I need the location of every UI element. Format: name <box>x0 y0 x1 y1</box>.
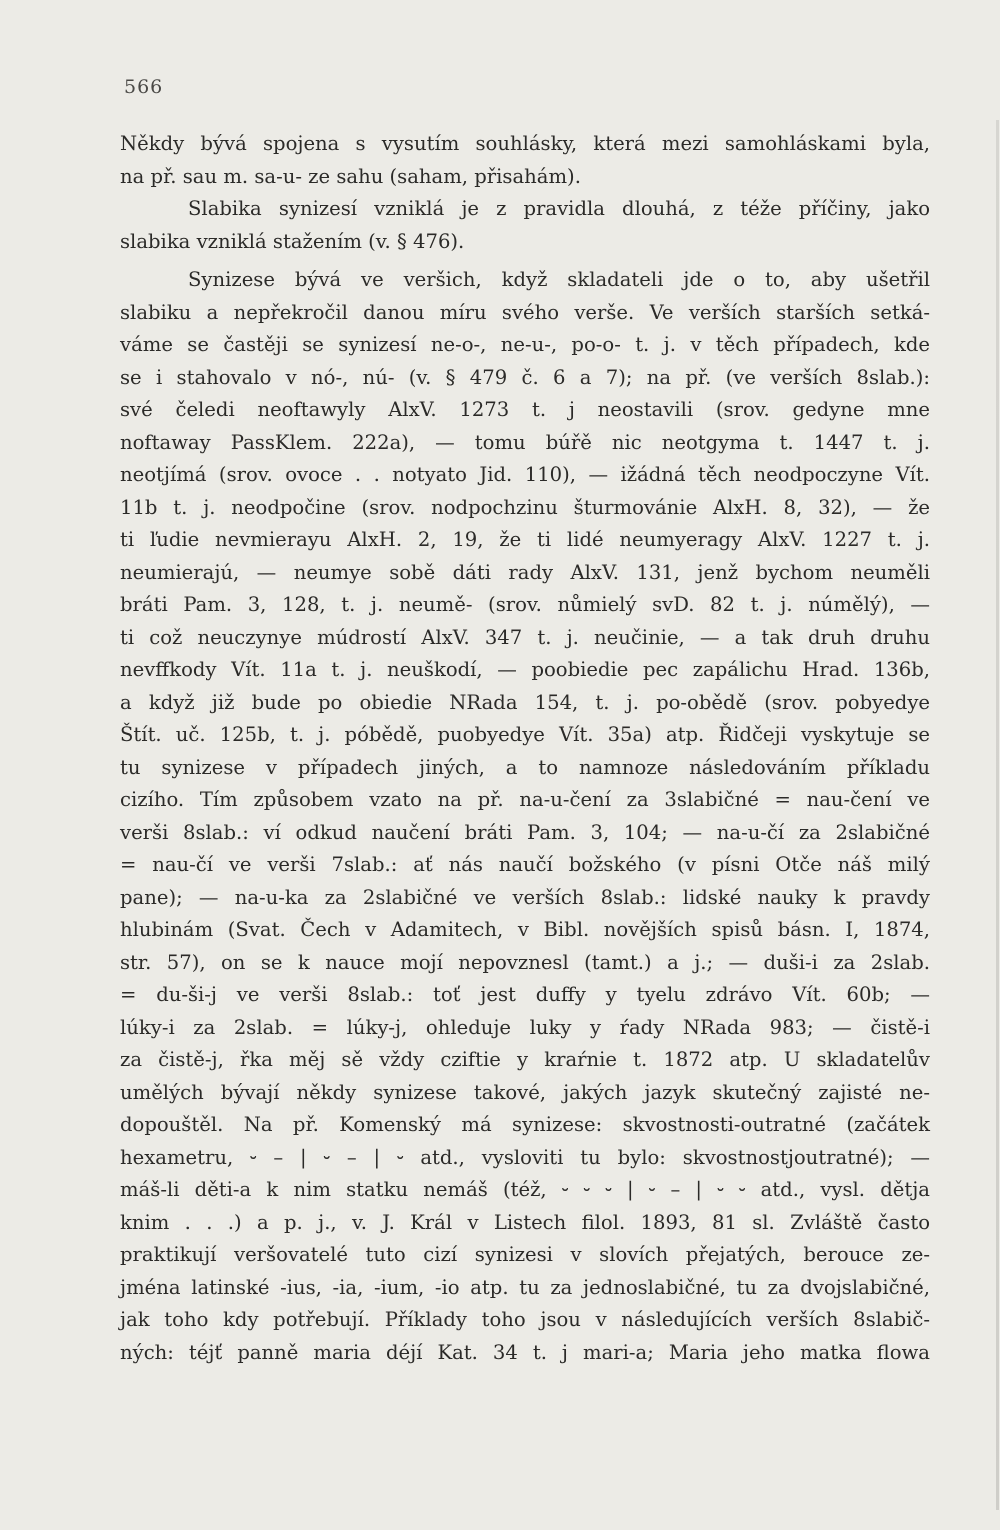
text-line: nevffkody Vít. 11a t. j. neuškodí, — poobiedie pec zapálichu Hrad. 136b, <box>120 658 930 681</box>
text-line: cizího. Tím způsobem vzato na př. na-u-čení za 3slabičné = nau-čení ve <box>120 788 930 811</box>
body-text <box>120 128 930 1369</box>
text-line: noftaway PassKlem. 222a), — tomu búřě nic neotgyma t. 1447 t. j. <box>120 430 930 454</box>
text-line: slabiku a nepřekročil danou míru svého verše. Ve verších starších setká- <box>120 300 930 324</box>
text-line: Štít. uč. 125b, t. j. póbědě, puobyedye Vít. 35a) atp. Řidčeji vyskytuje se <box>120 723 930 746</box>
text-line: Někdy bývá spojena s vysutím souhlásky, která mezi samohláskami byla, <box>120 132 930 155</box>
text-line: ti ľudie nevmierayu AlxH. 2, 19, že ti lidé neumyeragy AlxV. 1227 t. j. <box>120 528 930 551</box>
text-line: hlubinám (Svat. Čech v Adamitech, v Bibl. novějších spisů básn. I, 1874, <box>120 918 930 941</box>
text-line: hexametru, ⏑ – | ⏑ – | ⏑ atd., vysloviti tu bylo: skvostnostjoutratné); — <box>120 1145 930 1169</box>
text-line: = nau-čí ve verši 7slab.: ať nás naučí božského (v písni Otče náš milý <box>120 853 930 876</box>
text-line: se i stahovalo v nó-, nú- (v. § 479 č. 6 a 7); na př. (ve verších 8slab.): <box>120 365 930 389</box>
text-line: své čeledi neoftawyly AlxV. 1273 t. j neostavili (srov. gedyne mne <box>120 398 930 421</box>
text-line: Slabika synizesí vzniklá je z pravidla dlouhá, z téže příčiny, jako <box>188 197 930 220</box>
page-number: 566 <box>124 76 164 98</box>
text-line: verši 8slab.: ví odkud naučení bráti Pam. 3, 104; — na-u-čí za 2slabičné <box>120 820 930 844</box>
text-line: ti což neuczynye múdrostí AlxV. 347 t. j. neučinie, — a tak druh druhu <box>120 625 930 649</box>
text-line: lúky-i za 2slab. = lúky-j, ohleduje luky y ŕady NRada 983; — čistě-i <box>120 1015 930 1039</box>
text-line: neumierajú, — neumye sobě dáti rady AlxV. 131, jenž bychom neuměli <box>120 560 930 584</box>
text-line: str. 57), on se k nauce mojí nepovznesl (tamt.) a j.; — duši-i za 2slab. <box>120 950 930 974</box>
text-line: tu synizese v případech jiných, a to namnoze následováním příkladu <box>120 755 930 779</box>
text-line: bráti Pam. 3, 128, t. j. neumě- (srov. nůmielý svD. 82 t. j. númělý), — <box>120 593 930 616</box>
text-line: slabika vzniklá stažením (v. § 476). <box>120 229 465 253</box>
text-line: na př. sau m. sa-u- ze sahu (saham, přisahám). <box>120 164 581 188</box>
text-line: za čistě-j, řka měj sě vždy cziftie y kraŕnie t. 1872 atp. U skladatelův <box>120 1048 930 1071</box>
text-line: Synizese bývá ve veršich, když skladateli jde o to, aby ušetřil <box>188 268 930 291</box>
text-line: váme se častěji se synizesí ne-o-, ne-u-, po-o- t. j. v těch případech, kde <box>120 333 930 356</box>
text-line: = du-ši-j ve verši 8slab.: toť jest duffy y tyelu zdrávo Vít. 60b; — <box>120 983 930 1006</box>
text-line: umělých bývají někdy synizese takové, jakých jazyk skutečný zajisté ne- <box>120 1080 930 1104</box>
page-edge <box>996 120 999 1510</box>
text-line: jak toho kdy potřebují. Příklady toho jsou v následujících verších 8slabič- <box>120 1308 930 1331</box>
text-line: neotjímá (srov. ovoce . . notyato Jid. 110), — ižádná těch neodpoczyne Vít. <box>120 463 930 486</box>
text-line: a když již bude po obiedie NRada 154, t. j. po-obědě (srov. pobyedye <box>120 690 930 714</box>
text-line: pane); — na-u-ka za 2slabičné ve verších 8slab.: lidské nauky k pravdy <box>120 885 930 909</box>
text-line: máš-li děti-a k nim statku nemáš (též, ⏑ ⏑ ⏑ | ⏑ – | ⏑ ⏑ atd., vysl. dětja <box>120 1178 930 1201</box>
text-line: praktikují veršovatelé tuto cizí synizesi v slovích přejatých, berouce ze- <box>120 1243 930 1266</box>
text-line: knim . . .) a p. j., v. J. Král v Listech filol. 1893, 81 sl. Zvláště často <box>120 1210 930 1234</box>
text-line: 11b t. j. neodpočine (srov. nodpochzinu šturmovánie AlxH. 8, 32), — že <box>120 495 930 519</box>
text-line: jména latinské -ius, -ia, -ium, -io atp. tu za jednoslabičné, tu za dvojslabičné, <box>120 1275 930 1299</box>
text-line: dopouštěl. Na př. Komenský má synizese: skvostnosti-outratné (začátek <box>120 1113 930 1136</box>
text-line: ných: téjť panně maria déjí Kat. 34 t. j mari-a; Maria jeho matka flowa <box>120 1340 930 1364</box>
